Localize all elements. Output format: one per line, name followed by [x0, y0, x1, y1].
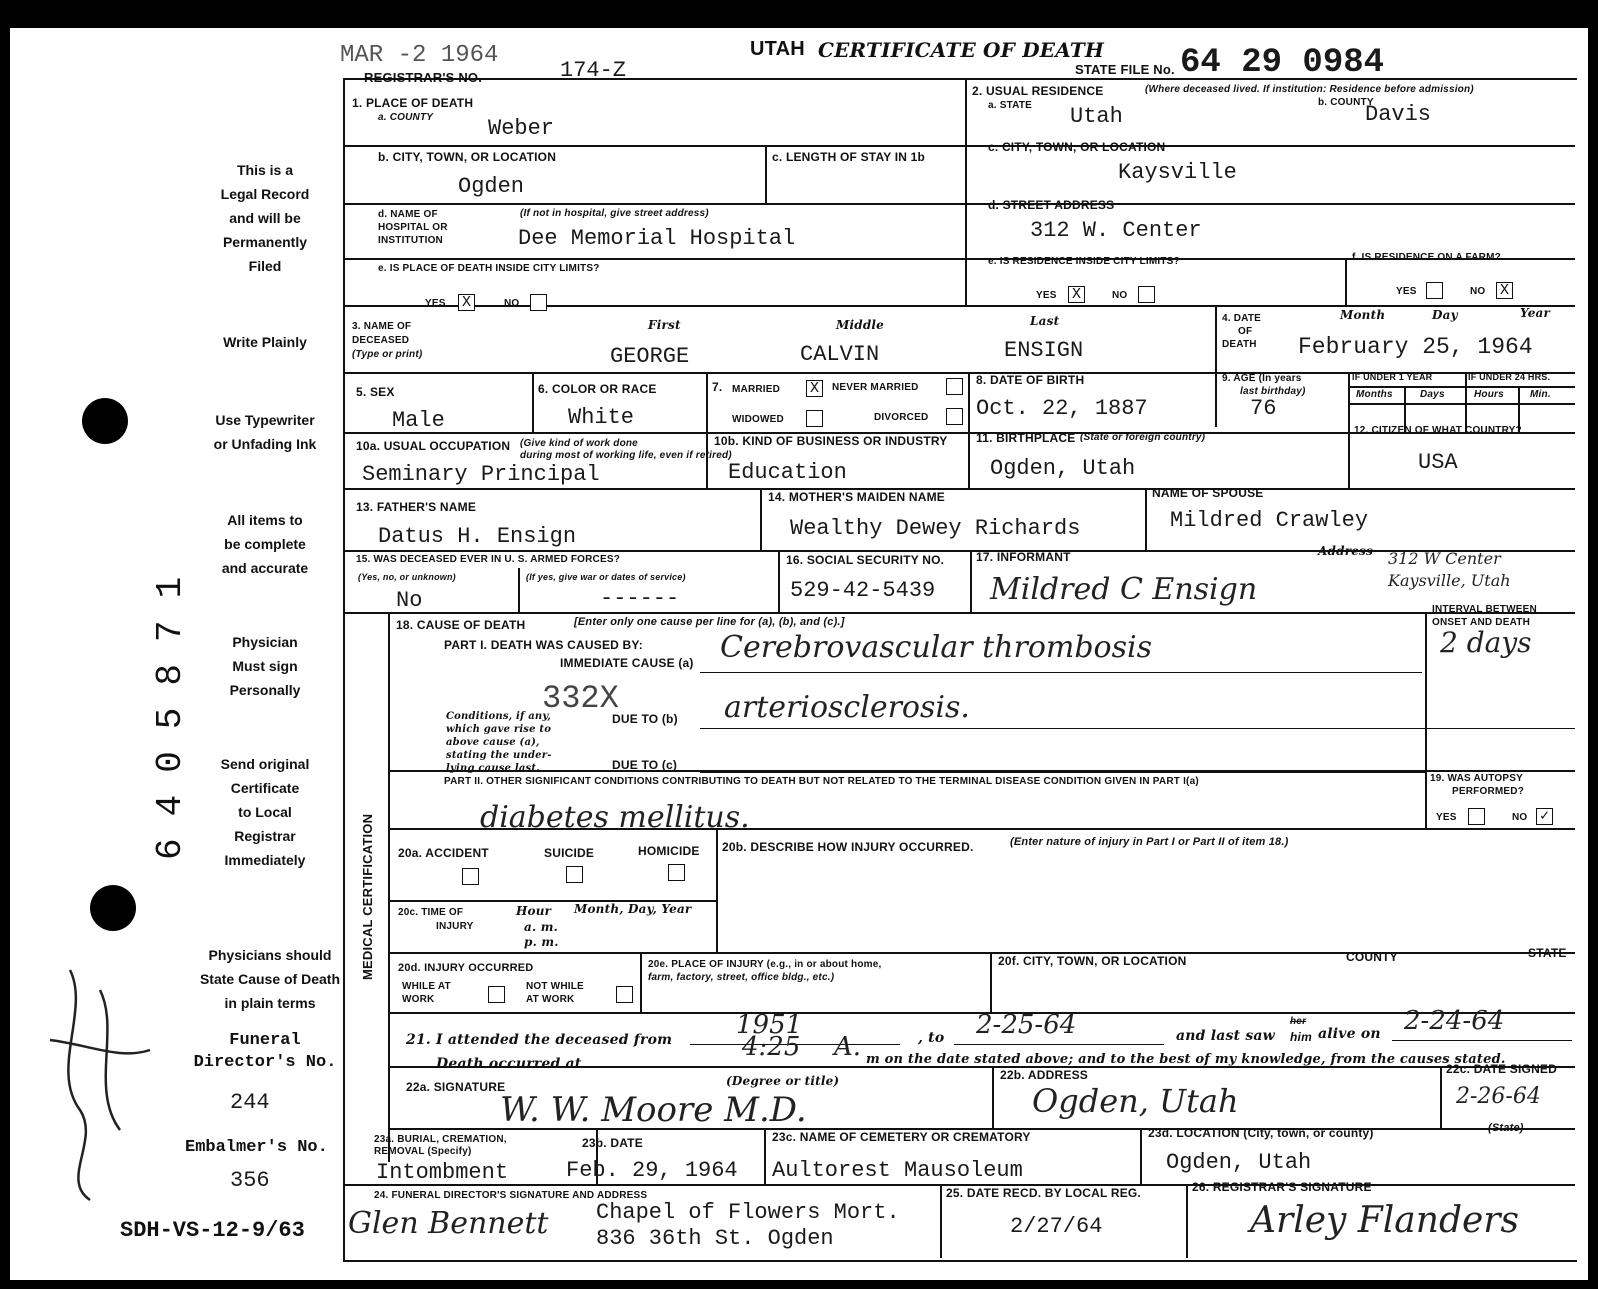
pod-county: Weber — [488, 116, 555, 141]
due-to-c-label: DUE TO (c) — [612, 758, 678, 772]
armed-note-2: (If yes, give war or dates of service) — [526, 572, 686, 582]
married-checkbox[interactable]: X — [806, 380, 823, 397]
birthplace: Ogden, Utah — [990, 456, 1136, 481]
months-label: Months — [1356, 389, 1393, 400]
alive-date: 2-24-64 — [1404, 1006, 1505, 1036]
year-label: Year — [1520, 306, 1551, 320]
interval: 2 days — [1440, 626, 1532, 659]
margin-write-plainly: Write Plainly — [223, 334, 307, 350]
burial-location-label: 23d. LOCATION (City, town, or county) — [1148, 1126, 1374, 1140]
punch-hole-bottom — [90, 885, 136, 931]
cemetery-label: 23c. NAME OF CEMETERY OR CREMATORY — [772, 1130, 1031, 1144]
occupation: Seminary Principal — [362, 462, 600, 487]
pod-hospital-label: d. NAME OF HOSPITAL OR INSTITUTION — [378, 209, 448, 246]
interval-label: INTERVAL BETWEEN ONSET AND DEATH — [1432, 604, 1537, 628]
title-prefix: UTAH — [750, 38, 805, 60]
informant-signature: Mildred C Ensign — [990, 572, 1258, 607]
armed-forces: No — [396, 588, 423, 613]
due-to-b: arteriosclerosis. — [724, 690, 970, 725]
race-label: 6. COLOR OR RACE — [538, 382, 657, 396]
res-state-label: a. STATE — [988, 100, 1033, 111]
margin-typewriter: Use Typewriter or Unfading Ink — [213, 412, 317, 452]
never-married-label: NEVER MARRIED — [832, 382, 919, 393]
funeral-director-no: 244 — [230, 1090, 270, 1115]
state-file-number: 64 29 0984 — [1180, 44, 1385, 82]
part2-conditions: diabetes mellitus. — [480, 800, 750, 835]
knowledge-statement: m on the date stated above; and to the best of my knowledge, from the causes stated. — [866, 1052, 1506, 1067]
medical-certification-label: MEDICAL CERTIFICATION — [360, 813, 375, 980]
autopsy-label: 19. WAS AUTOPSY PERFORMED? — [1430, 773, 1524, 797]
while-at-work-checkbox[interactable] — [488, 986, 505, 1003]
margin-legal-record: This is a Legal Record and will be Permanently Filed — [220, 162, 310, 274]
residence-note: (Where deceased lived. If institution: Residence before admission) — [1145, 84, 1474, 95]
date-received-label: 25. DATE RECD. BY LOCAL REG. — [946, 1186, 1141, 1200]
month-label: Month — [1340, 308, 1386, 322]
form-number: SDH-VS-12-9/63 — [120, 1218, 305, 1243]
death-time: 4:25 — [742, 1032, 801, 1062]
attended-to: 2-25-64 — [976, 1010, 1077, 1040]
res-farm-yes-label: YES — [1396, 286, 1417, 297]
last-name-label: Last — [1030, 314, 1060, 328]
res-inside-yes-checkbox[interactable]: X — [1068, 286, 1085, 303]
res-farm-no-checkbox[interactable]: X — [1496, 282, 1513, 299]
accident-checkbox[interactable] — [462, 868, 479, 885]
date-of-birth: Oct. 22, 1887 — [976, 396, 1148, 421]
res-farm-no-label: NO — [1470, 286, 1486, 297]
cause-note: [Enter only one cause per line for (a), (b), and (c).] — [574, 616, 845, 628]
registrar-signature: Arley Flanders — [1250, 1200, 1519, 1241]
sex-label: 5. SEX — [356, 385, 395, 399]
margin-complete: All items to be complete and accurate — [221, 512, 309, 576]
armed-forces-label: 15. WAS DECEASED EVER IN U. S. ARMED FORCES? — [356, 554, 621, 565]
burial-location: Ogden, Utah — [1166, 1150, 1312, 1175]
registrar-no-label: REGISTRAR'S NO. — [364, 70, 483, 85]
injury-occurred-label: 20d. INJURY OCCURRED — [398, 962, 534, 974]
degree-label: (Degree or title) — [726, 1074, 840, 1088]
funeral-director-sig-label: 24. FUNERAL DIRECTOR'S SIGNATURE AND ADDRESS — [374, 1190, 648, 1201]
pod-inside-no-checkbox[interactable] — [530, 294, 547, 311]
physician-address: Ogden, Utah — [1032, 1082, 1239, 1120]
pod-inside-yes-checkbox[interactable]: X — [458, 294, 475, 311]
days-label: Days — [1420, 389, 1445, 400]
immediate-cause-label: IMMEDIATE CAUSE (a) — [560, 656, 694, 670]
pod-hospital-note: (If not in hospital, give street address) — [520, 208, 709, 219]
autopsy-no-label: NO — [1512, 812, 1528, 823]
citizen-label: 12. CITIZEN OF WHAT COUNTRY? — [1354, 425, 1522, 436]
middle-name-label: Middle — [836, 318, 885, 332]
ssn-label: 16. SOCIAL SECURITY NO. — [786, 553, 945, 567]
embalmer-label: Embalmer's No. — [185, 1138, 328, 1157]
social-security-number: 529-42-5439 — [790, 578, 936, 603]
res-county-label: b. COUNTY — [1318, 97, 1374, 108]
part2-label: PART II. OTHER SIGNIFICANT CONDITIONS CONTRIBUTING TO DEATH BUT NOT RELATED TO THE TERMINAL DISEASE CONDITION GIVEN IN PART I(a) — [444, 776, 1199, 787]
autopsy-yes-checkbox[interactable] — [1468, 808, 1485, 825]
conditions-note: Conditions, if any, which gave rise to above cause (a), stating the under- lying cause last. — [446, 711, 552, 774]
first-name-label: First — [648, 318, 681, 332]
month-day-year-label: Month, Day, Year — [574, 902, 692, 916]
embalmer-no: 356 — [230, 1168, 270, 1193]
pod-no-label: NO — [504, 298, 520, 309]
age-label: 9. AGE (In years last birthday) — [1222, 373, 1306, 397]
not-while-at-work-label: NOT WHILE AT WORK — [526, 981, 584, 1005]
birthplace-note: (State or foreign country) — [1080, 432, 1206, 443]
res-farm-yes-checkbox[interactable] — [1426, 282, 1443, 299]
residence-label: 2. USUAL RESIDENCE — [972, 84, 1104, 98]
autopsy-no-checkbox[interactable]: ✓ — [1536, 808, 1553, 825]
min-label: Min. — [1530, 389, 1551, 400]
last-saw-label: and last saw — [1176, 1028, 1275, 1044]
pod-county-label: a. COUNTY — [378, 112, 434, 123]
spouse: Mildred Crawley — [1170, 508, 1369, 533]
cemetery: Aultorest Mausoleum — [772, 1158, 1023, 1183]
attended-label: 21. I attended the deceased from — [406, 1032, 673, 1048]
place-of-death-label: 1. PLACE OF DEATH — [352, 96, 474, 110]
deceased-name-label: 3. NAME OF DECEASED (Type or print) — [352, 321, 423, 360]
res-inside-label: e. IS RESIDENCE INSIDE CITY LIMITS? — [988, 256, 1180, 267]
homicide-label: HOMICIDE — [638, 844, 700, 858]
father: Datus H. Ensign — [378, 524, 577, 549]
him-label: him — [1290, 1030, 1312, 1044]
res-street: 312 W. Center — [1030, 218, 1202, 243]
pod-city: Ogden — [458, 174, 525, 199]
time-of-injury-label: 20c. TIME OF INJURY — [398, 907, 474, 932]
physician-signature: W. W. Moore M.D. — [500, 1090, 807, 1130]
first-name: GEORGE — [610, 344, 690, 369]
res-no-label: NO — [1112, 290, 1128, 301]
date-of-death: February 25, 1964 — [1298, 334, 1533, 360]
stamp-date: MAR -2 1964 — [340, 42, 499, 69]
marital-label: 7. — [712, 380, 723, 394]
res-yes-label: YES — [1036, 290, 1057, 301]
death-meridiem: A. — [834, 1032, 862, 1062]
occupation-note: (Give kind of work done during most of working life, even if retired) — [520, 438, 732, 461]
alive-on-label: alive on — [1318, 1026, 1381, 1042]
sex: Male — [392, 408, 445, 433]
last-name: ENSIGN — [1004, 338, 1084, 363]
registrar-signature-label: 26. REGISTRAR'S SIGNATURE — [1192, 1180, 1372, 1194]
place-of-injury-label: 20e. PLACE OF INJURY (e.g., in or about home, farm, factory, street, office bldg., etc.) — [648, 959, 882, 983]
never-married-checkbox[interactable] — [946, 378, 963, 395]
margin-physician: Physician Must sign Personally — [229, 634, 301, 698]
physician-address-label: 22b. ADDRESS — [1000, 1068, 1088, 1082]
mother: Wealthy Dewey Richards — [790, 516, 1081, 541]
under-1-year-label: IF UNDER 1 YEAR — [1352, 372, 1433, 382]
injury-city-label: 20f. CITY, TOWN, OR LOCATION — [998, 954, 1187, 968]
informant-address-label: Address — [1318, 544, 1373, 558]
funeral-director-signature: Glen Bennett — [348, 1206, 549, 1241]
suicide-checkbox[interactable] — [566, 866, 583, 883]
dob-label: 8. DATE OF BIRTH — [976, 373, 1085, 387]
business-label: 10b. KIND OF BUSINESS OR INDUSTRY — [714, 434, 948, 448]
accident-label: 20a. ACCIDENT — [398, 846, 489, 860]
armed-dates: ------ — [600, 586, 680, 611]
married-label: MARRIED — [732, 384, 781, 395]
funeral-home-name: Chapel of Flowers Mort. — [596, 1200, 900, 1225]
hour-label: Hour — [516, 904, 552, 918]
res-street-label: d. STREET ADDRESS — [988, 198, 1115, 212]
middle-name: CALVIN — [800, 342, 880, 367]
state-file-label: STATE FILE No. — [1075, 62, 1175, 77]
funeral-home-address: 836 36th St. Ogden — [596, 1226, 834, 1251]
homicide-checkbox[interactable] — [668, 864, 685, 881]
citizen: USA — [1418, 450, 1458, 475]
res-farm-label: f. IS RESIDENCE ON A FARM? — [1352, 252, 1501, 263]
part1-label: PART I. DEATH WAS CAUSED BY: — [444, 638, 643, 652]
age: 76 — [1250, 396, 1277, 421]
divorced-label: DIVORCED — [874, 412, 929, 423]
registrar-no: 174-Z — [560, 58, 627, 83]
informant-address: 312 W Center Kaysville, Utah — [1388, 549, 1511, 590]
injury-county-label: COUNTY — [1346, 950, 1398, 964]
funeral-director-label: Funeral Director's No. — [193, 1031, 337, 1072]
birthplace-label: 11. BIRTHPLACE — [976, 431, 1076, 445]
describe-injury-label: 20b. DESCRIBE HOW INJURY OCCURRED. — [722, 840, 974, 854]
divorced-checkbox[interactable] — [946, 408, 963, 425]
pod-hospital: Dee Memorial Hospital — [518, 226, 796, 251]
business: Education — [728, 460, 847, 485]
burial-date-label: 23b. DATE — [582, 1136, 643, 1150]
am-label: a. m. — [524, 920, 559, 934]
disposition-label: 23a. BURIAL, CREMATION, REMOVAL (Specify) — [374, 1134, 507, 1157]
suicide-label: SUICIDE — [544, 846, 595, 860]
date-of-death-label: 4. DATE OF DEATH — [1222, 313, 1261, 350]
certificate-title: CERTIFICATE OF DEATH — [818, 38, 1105, 62]
informant-label: 17. INFORMANT — [976, 550, 1071, 564]
res-city: Kaysville — [1118, 160, 1237, 185]
hours-label: Hours — [1474, 389, 1504, 400]
race: White — [568, 405, 635, 430]
spouse-label: NAME OF SPOUSE — [1152, 486, 1264, 500]
describe-injury-note: (Enter nature of injury in Part I or Part II of item 18.) — [1010, 836, 1289, 848]
vertical-serial-number: 6405871 — [150, 554, 191, 860]
due-to-b-label: DUE TO (b) — [612, 712, 678, 726]
disposition: Intombment — [376, 1160, 509, 1185]
margin-plain-terms: Physicians should State Cause of Death in plain terms — [199, 947, 341, 1011]
autopsy-yes-label: YES — [1436, 812, 1457, 823]
death-occurred-label: Death occurred at — [436, 1056, 582, 1072]
injury-state-label: STATE — [1528, 946, 1567, 960]
margin-signature-scribble — [30, 950, 170, 1210]
burial-date: Feb. 29, 1964 — [566, 1158, 738, 1183]
signature-label: 22a. SIGNATURE — [406, 1080, 506, 1094]
res-county: Davis — [1365, 102, 1432, 127]
to-label: , to — [918, 1030, 945, 1046]
day-label: Day — [1432, 308, 1458, 322]
while-at-work-label: WHILE AT WORK — [402, 981, 451, 1005]
res-state: Utah — [1070, 104, 1123, 129]
attended-from: 1951 — [736, 1010, 803, 1040]
margin-send: Send original Certificate to Local Registrar Immediately — [220, 756, 310, 868]
armed-note-1: (Yes, no, or unknown) — [358, 572, 456, 582]
res-city-label: c. CITY, TOWN, OR LOCATION — [988, 140, 1166, 154]
date-signed: 2-26-64 — [1456, 1084, 1541, 1109]
immediate-cause: Cerebrovascular thrombosis — [720, 630, 1152, 665]
disease-code: 332X — [542, 680, 619, 717]
cause-of-death-label: 18. CAUSE OF DEATH — [396, 618, 526, 632]
pod-city-label: b. CITY, TOWN, OR LOCATION — [378, 150, 557, 164]
widowed-checkbox[interactable] — [806, 410, 823, 427]
father-label: 13. FATHER'S NAME — [356, 500, 477, 514]
date-signed-label: 22c. DATE SIGNED — [1446, 1062, 1558, 1076]
pod-yes-label: YES — [425, 298, 446, 309]
mother-label: 14. MOTHER'S MAIDEN NAME — [768, 490, 946, 504]
occupation-label: 10a. USUAL OCCUPATION — [356, 439, 511, 453]
pod-inside-label: e. IS PLACE OF DEATH INSIDE CITY LIMITS? — [378, 263, 600, 274]
under-24-hrs-label: IF UNDER 24 HRS. — [1468, 372, 1551, 382]
pm-label: p. m. — [524, 935, 559, 949]
punch-hole-top — [82, 398, 128, 444]
her-label: her — [1290, 1016, 1307, 1027]
res-inside-no-checkbox[interactable] — [1138, 286, 1155, 303]
pod-stay-label: c. LENGTH OF STAY IN 1b — [772, 150, 926, 164]
burial-state-label: (State) — [1488, 1122, 1524, 1134]
not-while-at-work-checkbox[interactable] — [616, 986, 633, 1003]
date-received: 2/27/64 — [1010, 1214, 1103, 1239]
widowed-label: WIDOWED — [732, 414, 784, 425]
